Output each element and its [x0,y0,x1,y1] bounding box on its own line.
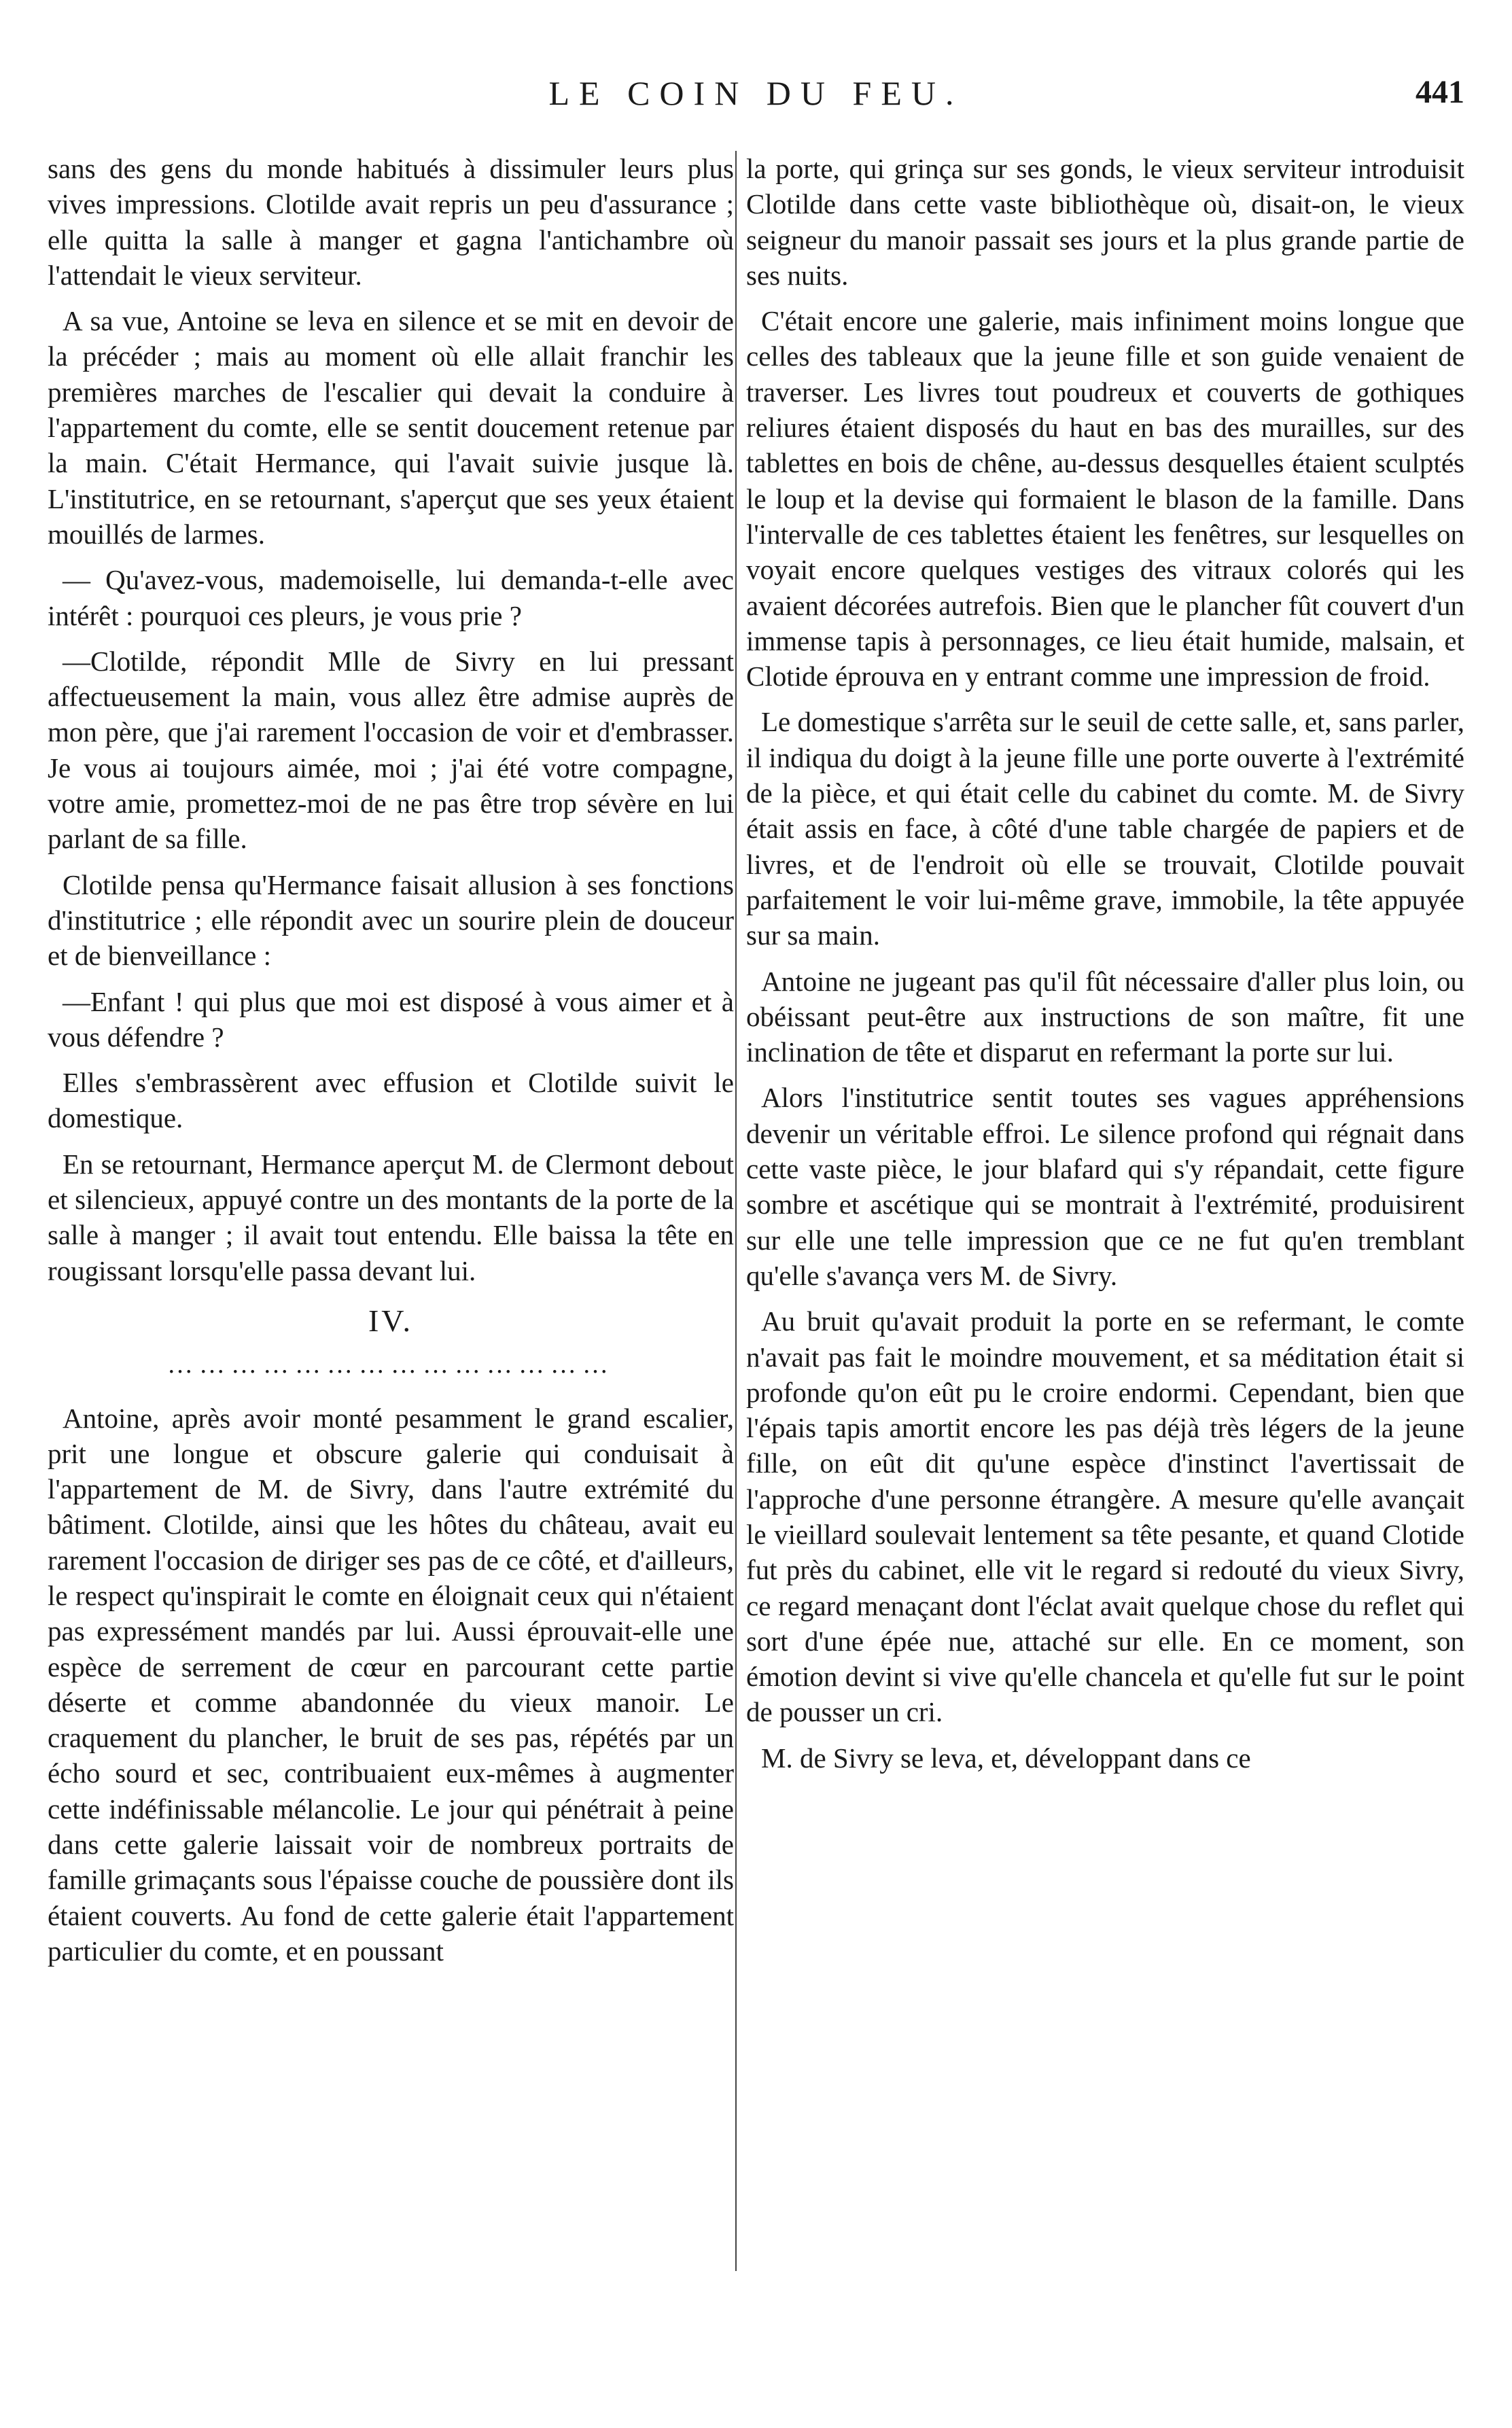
paragraph: —Enfant ! qui plus que moi est disposé à vous aimer et à vous défendre ? [48,985,734,1053]
paragraph: —Clotilde, répondit Mlle de Sivry en lui pressant affectueusement la main, vous allez être admise auprès de mon père, que j'ai rarement l'occasion de voir et d'embrasser. Je vous ai toujours aimée, moi ; j'ai été votre compagne, votre amie, promettez-moi de ne pas être trop sévère en lui parlant de sa fille. [48,645,734,855]
right-column [746,151,1464,1786]
paragraph: Au bruit qu'avait produit la porte en se refermant, le comte n'avait pas fait le moindre mouvement, et sa méditation était si profonde qu'on eût pu le croire endormi. Cependant, bien que l'épais tapis amortit encore les pas déjà très légers de la jeune fille, on eût dit qu'une espèce d'instinct l'avertissait de l'approche d'une personne étrangère. A mesure qu'elle avançait le vieillard soulevait lentement sa tête pesante, et quand Clotide fut près du cabinet, elle vit le regard si redouté du vieux Sivry, ce regard menaçant dont l'éclat avait quelque chose du reflet qui sort d'une épée nue, attaché sur elle. En ce moment, son émotion devint si vive qu'elle chancela et qu'elle fut sur le point de pousser un cri. [746,1305,1464,1728]
section-separator: …………………………………… [167,1350,614,1379]
paragraph: la porte, qui grinça sur ses gonds, le vieux serviteur introduisit Clotilde dans cette vaste bibliothèque où, disait-on, le vieux seigneur du manoir passait ses jours et la plus grande partie de ses nuits. [746,153,1464,291]
running-title: LE COIN DU FEU. [548,74,964,112]
paragraph: Alors l'institutrice sentit toutes ses vagues appréhensions devenir un véritable effroi. Le silence profond qui régnait dans cette vaste pièce, le jour blafard qui s'y répandait, cette figure sombre et ascétique qui se montrait à l'extrémité, produisirent sur elle une telle impression que ce ne fut qu'en tremblant qu'elle s'avança vers M. de Sivry. [746,1082,1464,1291]
paragraph: Antoine ne jugeant pas qu'il fût nécessaire d'aller plus loin, ou obéissant peut-être aux instructions de son maître, fit une inclination de tête et disparut en refermant la porte sur lui. [746,965,1464,1068]
paragraph: En se retournant, Hermance aperçut M. de Clermont debout et silencieux, appuyé contre un des montants de la porte de la salle à manger ; il avait tout entendu. Elle baissa la tête en rougissant lorsqu'elle passa devant lui. [48,1148,734,1286]
paragraph: Le domestique s'arrêta sur le seuil de cette salle, et, sans parler, il indiqua du doigt à la jeune fille une porte ouverte à l'extrémité de la pièce, et qui était celle du cabinet du comte. M. de Sivry était assis en face, à côté d'une table chargée de papiers et de livres, et de l'endroit où elle se trouvait, Clotilde pouvait parfaitement le voir lui-même grave, immobile, la tête appuyée sur sa main. [746,706,1464,951]
paragraph: Elles s'embrassèrent avec effusion et Clotilde suivit le domestique. [48,1067,734,1134]
paragraph: M. de Sivry se leva, et, développant dans ce [761,1742,1251,1774]
section-heading: IV. [368,1303,414,1338]
paragraph: — Qu'avez-vous, mademoiselle, lui demanda-t-elle avec intérêt : pourquoi ces pleurs, je vous prie ? [48,564,734,631]
left-column [48,151,734,1979]
paragraph: Clotilde pensa qu'Hermance faisait allusion à ses fonctions d'institutrice ; elle répondit avec un sourire plein de douceur et de bienveillance : [48,868,734,972]
column-divider [735,151,737,2271]
paragraph: A sa vue, Antoine se leva en silence et se mit en devoir de la précéder ; mais au moment où elle allait franchir les premières marches de l'escalier qui devait la conduire à l'appartement du comte, elle se sentit doucement retenue par la main. C'était Hermance, qui l'avait suivie jusque là. L'institutrice, en se retournant, s'aperçut que ses yeux étaient mouillés de larmes. [48,305,734,550]
running-head [48,73,1464,121]
paragraph: sans des gens du monde habitués à dissimuler leurs plus vives impressions. Clotilde avait repris un peu d'assurance ; elle quitta la salle à manger et gagna l'antichambre où l'attendait le vieux serviteur. [48,153,734,291]
page-number: 441 [1416,74,1464,110]
paragraph: Antoine, après avoir monté pesamment le grand escalier, prit une longue et obscure galerie qui conduisait à l'appartement de M. de Sivry, dans l'autre extrémité du bâtiment. Clotilde, ainsi que les hôtes du château, avait eu rarement l'occasion de diriger ses pas de ce côté, et d'ailleurs, le respect qu'inspirait le comte en éloignait ceux qui n'étaient pas expressément mandés par lui. Aussi éprouvait-elle une espèce de serrement de cœur en parcourant cette partie déserte et comme abandonnée du vieux manoir. Le craquement du plancher, le bruit de ses pas, répétés par un écho sourd et sec, contribuaient eux-mêmes à augmenter cette indéfinissable mélancolie. Le jour qui pénétrait à peine dans cette galerie laissait voir de nombreux portraits de famille grimaçants sous l'épaisse couche de poussière dont ils étaient couverts. Au fond de cette galerie était l'appartement particulier du comte, et en poussant [48,1402,734,1967]
paragraph: C'était encore une galerie, mais infiniment moins longue que celles des tableaux que la jeune fille et son guide venaient de traverser. Les livres tout poudreux et couverts de gothiques reliures étaient disposés du haut en bas des murailles, sur des tablettes en bois de chêne, au-dessus desquelles étaient sculptés le loup et la devise qui formaient le blason de la famille. Dans l'intervalle de ces tablettes étaient les fenêtres, sur lesquelles on voyait encore quelques vestiges des vitraux colorés qui les avaient décorées autrefois. Bien que le plancher fût couvert d'un immense tapis à personnages, ce lieu était humide, malsain, et Clotide éprouva en y entrant comme une impression de froid. [746,305,1464,692]
